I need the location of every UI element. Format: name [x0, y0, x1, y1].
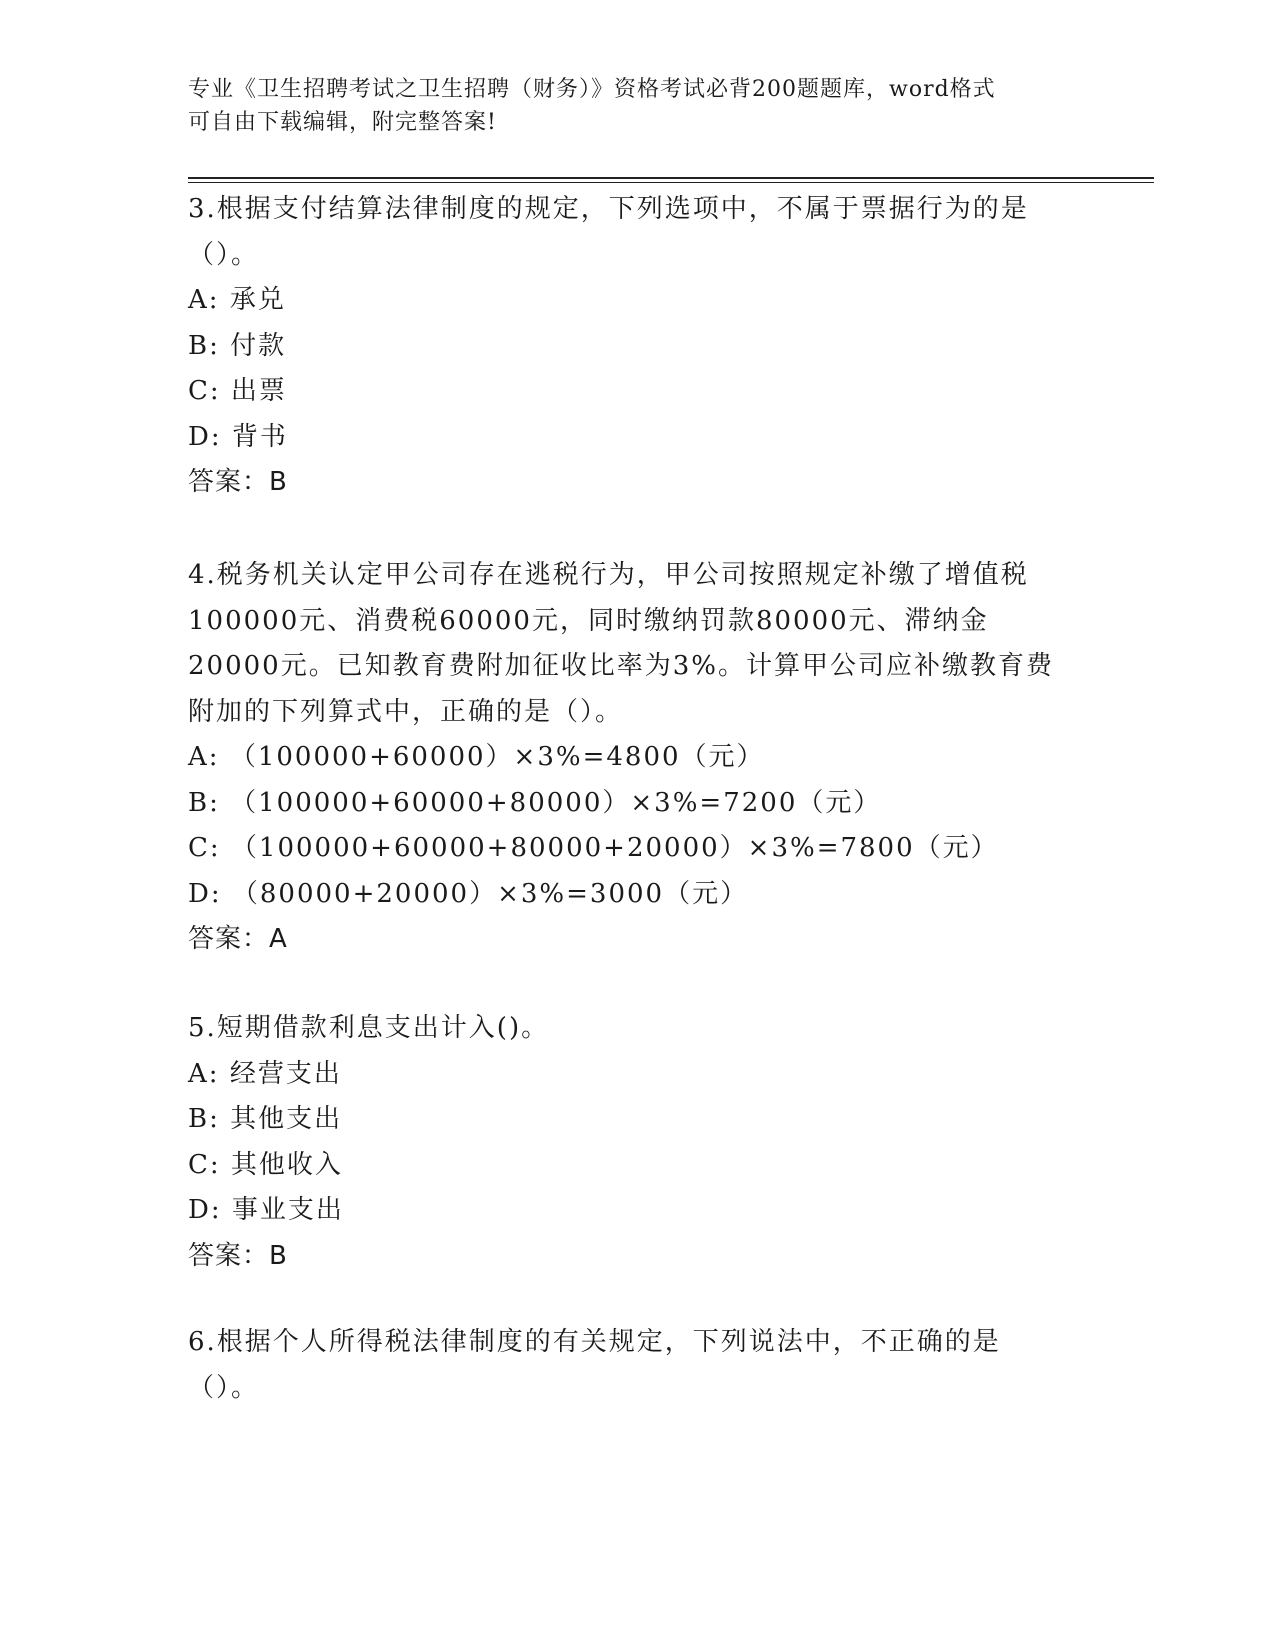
- option-b: [188, 1097, 1068, 1143]
- question-stem: 6.根据个人所得税法律制度的有关规定，下列说法中，不正确的是（）。: [188, 1327, 1001, 1403]
- document-header: [188, 73, 1088, 139]
- option-text: 事业支出: [231, 1195, 344, 1225]
- option-letter: B:: [188, 330, 220, 361]
- answer-line: 答案：B: [188, 1240, 288, 1271]
- option-c: [188, 826, 1068, 872]
- option-b: [188, 781, 1068, 827]
- option-text: （80000+20000）×3%=3000（元）: [231, 878, 749, 909]
- option-letter: C:: [188, 376, 221, 406]
- option-a: [188, 735, 1068, 781]
- option-text: 付款: [230, 330, 287, 361]
- question-stem: 4.税务机关认定甲公司存在逃税行为，甲公司按照规定补缴了增值税100000元、消费税60000元，同时缴纳罚款80000元、滞纳金20000元。已知教育费附加征收比率为3%。计算甲公司应补缴教育费附加的下列算式中，正确的是（）。: [188, 560, 1054, 727]
- answer-line: 答案：B: [188, 467, 288, 497]
- option-text: 背书: [231, 421, 288, 452]
- option-text: （100000+60000+80000+20000）×3%=7800（元）: [230, 833, 999, 863]
- option-a: [188, 1052, 1068, 1098]
- question-stem: 5.短期借款利息支出计入()。: [188, 1013, 550, 1043]
- question-5: [188, 1006, 1068, 1279]
- answer-line: 答案：A: [188, 924, 288, 954]
- option-text: 承兑: [229, 285, 286, 315]
- option-a: [188, 278, 1068, 324]
- question-stem: 3.根据支付结算法律制度的规定，下列选项中，不属于票据行为的是（）。: [188, 194, 1029, 270]
- option-d: [188, 1188, 1068, 1234]
- question-3: [188, 187, 1068, 506]
- option-text: 出票: [230, 376, 287, 406]
- option-letter: A:: [188, 285, 220, 315]
- option-letter: C:: [188, 1149, 221, 1180]
- option-letter: D:: [188, 878, 222, 909]
- option-text: 其他支出: [230, 1104, 343, 1134]
- option-c: [188, 1143, 1068, 1189]
- option-letter: B:: [188, 787, 220, 818]
- option-d: [188, 872, 1068, 918]
- header-divider-thin: [188, 182, 1154, 183]
- question-6: [188, 1320, 1068, 1411]
- option-letter: A:: [188, 742, 220, 772]
- header-divider-thick: [188, 177, 1154, 179]
- option-text: （100000+60000+80000）×3%=7200（元）: [230, 787, 882, 818]
- option-letter: D:: [188, 421, 222, 452]
- question-4: [188, 553, 1068, 963]
- header-line-2: 可自由下载编辑，附完整答案!: [188, 110, 497, 135]
- option-d: [188, 415, 1068, 461]
- option-letter: C:: [188, 833, 221, 863]
- option-b: [188, 324, 1068, 370]
- header-line-1: 专业《卫生招聘考试之卫生招聘（财务）》资格考试必背200题题库，word格式: [188, 77, 996, 102]
- option-letter: B:: [188, 1104, 220, 1134]
- option-text: 经营支出: [229, 1058, 342, 1089]
- option-text: （100000+60000）×3%=4800（元）: [229, 742, 765, 772]
- option-c: [188, 369, 1068, 415]
- option-letter: A:: [188, 1058, 220, 1089]
- option-text: 其他收入: [230, 1149, 343, 1180]
- option-letter: D:: [188, 1195, 222, 1225]
